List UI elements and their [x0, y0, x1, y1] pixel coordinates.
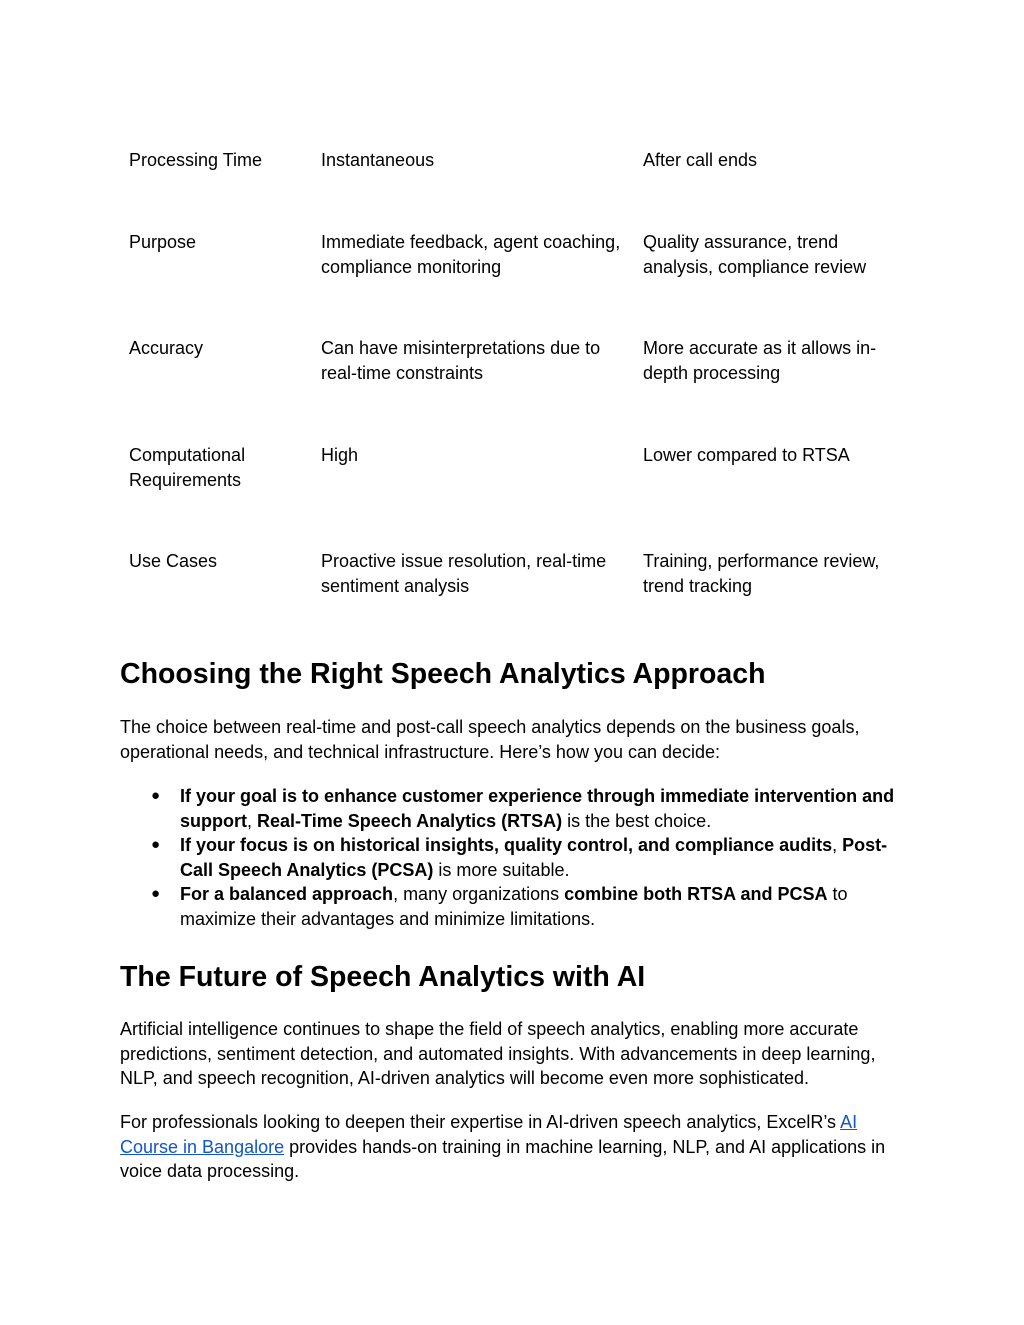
bullet-tail-text: is the best choice.: [562, 810, 712, 831]
future-paragraph-2: [120, 1110, 910, 1184]
bullet-tail-text: is more suitable.: [433, 859, 570, 880]
bullet-lead-text: If your goal is to enhance customer experience through immediate intervention and support: [180, 786, 895, 831]
rtsa-cell: High: [321, 445, 359, 465]
section-heading-choosing: Choosing the Right Speech Analytics Approach: [120, 658, 766, 690]
bullet-separator: ,: [247, 810, 258, 831]
paragraph-text-before-link: For professionals looking to deepen their expertise in AI-driven speech analytics, ExcelR’s: [120, 1112, 841, 1132]
pcsa-cell: Lower compared to RTSA: [643, 445, 850, 465]
aspect-cell: Accuracy: [129, 338, 204, 358]
bullet-term-text: Post-Call Speech Analytics (PCSA): [180, 835, 888, 880]
list-item: [120, 784, 910, 833]
pcsa-cell: More accurate as it allows in-depth processing: [643, 338, 877, 383]
bullet-lead-text: For a balanced approach: [180, 884, 394, 904]
list-item: [120, 882, 910, 931]
bullet-term-text: Real-Time Speech Analytics (RTSA): [257, 810, 563, 831]
rtsa-cell: Instantaneous: [321, 150, 435, 170]
list-item: [120, 833, 910, 882]
rtsa-cell: Proactive issue resolution, real-time sentiment analysis: [321, 551, 607, 596]
pcsa-cell: Training, performance review, trend tracking: [643, 551, 880, 596]
rtsa-cell: Immediate feedback, agent coaching, compliance monitoring: [321, 232, 621, 277]
bullet-term-text: combine both RTSA and PCSA: [564, 884, 828, 904]
bullet-dot-icon: ●: [151, 787, 161, 804]
aspect-cell: Computational Requirements: [129, 445, 246, 490]
rtsa-cell: Can have misinterpretations due to real-time constraints: [321, 338, 601, 383]
aspect-cell: Processing Time: [129, 150, 263, 170]
future-paragraph-1: Artificial intelligence continues to shape the field of speech analytics, enabling more accurate predictions, sentiment detection, and automated insights. With advancements in deep learning, NLP, and speech recognition, AI-driven analytics will become even more sophisticated.: [120, 1019, 876, 1088]
bullet-separator: ,: [832, 835, 843, 855]
pcsa-cell: Quality assurance, trend analysis, compliance review: [643, 232, 867, 277]
bullet-dot-icon: ●: [151, 885, 161, 902]
section-heading-future: The Future of Speech Analytics with AI: [120, 961, 646, 993]
bullet-separator: , many organizations: [393, 884, 565, 904]
aspect-cell: Purpose: [129, 232, 197, 252]
choosing-intro-paragraph: The choice between real-time and post-call speech analytics depends on the business goals, operational needs, and technical infrastructure. Here’s how you can decide:: [120, 717, 860, 762]
paragraph-text-after-link: provides hands-on training in machine learning, NLP, and AI applications in voice data processing.: [120, 1136, 886, 1181]
bullet-tail-text: to maximize their advantages and minimize limitations.: [180, 884, 848, 929]
pcsa-cell: After call ends: [643, 150, 758, 170]
ai-course-bangalore-link[interactable]: AI Course in Bangalore: [120, 1112, 858, 1157]
bullet-dot-icon: ●: [151, 836, 161, 853]
aspect-cell: Use Cases: [129, 551, 218, 571]
bullet-lead-text: If your focus is on historical insights, quality control, and compliance audits: [180, 835, 833, 855]
approach-bullet-list: [120, 784, 910, 931]
